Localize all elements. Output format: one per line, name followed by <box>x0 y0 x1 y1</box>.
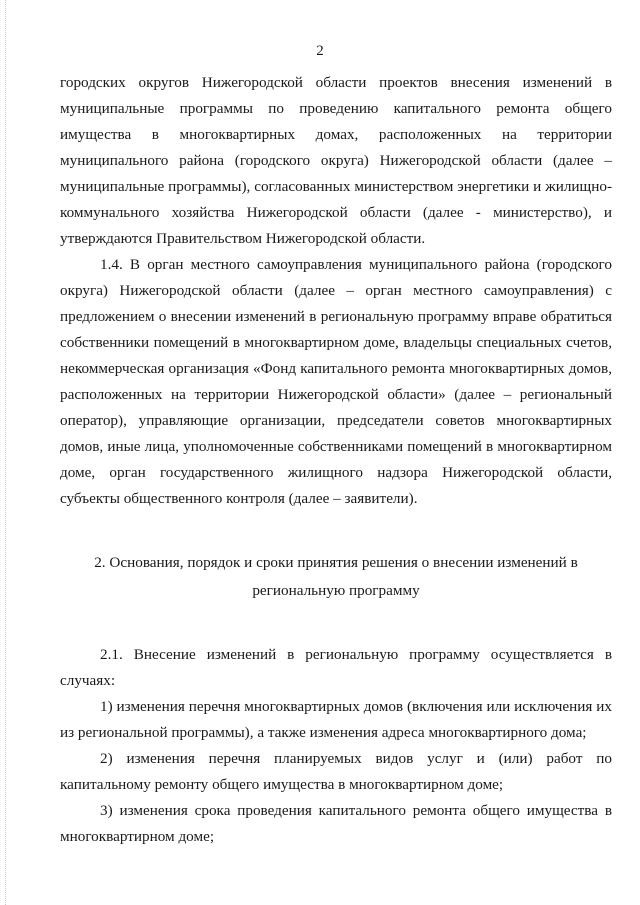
scan-edge <box>5 0 6 905</box>
list-item-2: 2) изменения перечня планируемых видов услуг и (или) работ по капитальному ремонту общего имущества в многоквартирном доме; <box>60 750 612 793</box>
paragraph-2-1: 2.1. Внесение изменений в региональную программу осуществляется в случаях: <box>60 646 612 689</box>
section-heading-line-2: региональную программу <box>252 582 420 599</box>
paragraph-continuation: городских округов Нижегородской области проектов внесения изменений в муниципальные программы по проведению капитального ремонта общего имущества в многоквартирных домах, расположенных на территории муниципального района (городского округа) Нижегородской области (далее – муниципальные программы), согласованных министерством энергетики и жилищно-коммунального хозяйства Нижегородской области (далее - министерство), и утверждаются Правительством Нижегородской области. <box>60 74 612 247</box>
list-item-1: 1) изменения перечня многоквартирных домов (включения или исключения их из региональной программы), а также изменения адреса многоквартирного дома; <box>60 698 612 741</box>
section-heading-line-1: 2. Основания, порядок и сроки принятия решения о внесении изменений в <box>94 554 578 571</box>
list-item-3: 3) изменения срока проведения капитального ремонта общего имущества в многоквартирном доме; <box>60 802 612 845</box>
document-body <box>60 70 612 850</box>
paragraph-1-4: 1.4. В орган местного самоуправления муниципального района (городского округа) Нижегородской области (далее – орган местного самоуправления) с предложением о внесении изменений в региональную программу вправе обратиться собственники помещений в многоквартирном доме, владельцы специальных счетов, некоммерческая организация «Фонд капитального ремонта многоквартирных домов, расположенных на территории Нижегородской области» (далее – региональный оператор), управляющие организации, председатели советов многоквартирных домов, иные лица, уполномоченные собственниками помещений в многоквартирном доме, орган государственного жилищного надзора Нижегородской области, субъекты общественного контроля (далее – заявители). <box>60 256 612 507</box>
page-number: 2 <box>316 43 324 59</box>
section-heading <box>60 549 612 605</box>
